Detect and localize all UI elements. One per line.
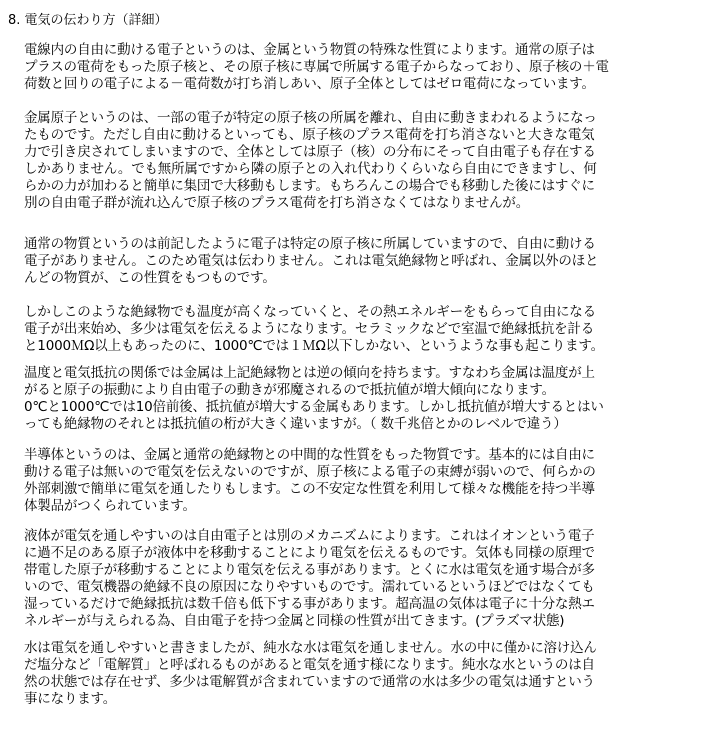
paragraph-temperature-resistance	[24, 365, 702, 433]
text-line: プラスの電荷をもった原子核と、その原子核に専属で所属する電子からなっており、原子核の＋電	[24, 59, 609, 75]
text-line: 然の状態では存在せず、多少は電解質が含まれていますので通常の水は多少の電気は通すという	[24, 674, 595, 690]
text-line: っても絶縁物のそれとは抵抗値の桁が大きく違いますが。（ 数千兆倍とかのレベルで違う）	[24, 416, 567, 432]
text-line: 0℃と1000℃では10倍前後、抵抗値が増大する金属もあります。しかし抵抗値が増大するとはい	[24, 399, 604, 415]
text-line: 水は電気を通しやすいと書きましたが、純水な水は電気を通しません。水の中に僅かに溶け込ん	[24, 640, 597, 656]
paragraph-electrons-in-wire	[24, 42, 702, 93]
text-line: 動ける電子は無いので電気を伝えないのですが、原子核による電子の束縛が弱いので、何らかの	[24, 464, 596, 480]
text-line: 電線内の自由に動ける電子というのは、金属という物質の特殊な性質によります。通常の原子は	[24, 42, 595, 58]
paragraph-semiconductors	[24, 447, 702, 515]
text-line: 力で引き戻されてしまいますので、全体としては原子（核）の分布にそって自由電子も存在する	[24, 144, 596, 160]
paragraph-metal-atoms	[24, 110, 702, 212]
text-line: 液体が電気を通しやすいのは自由電子とは別のメカニズムによります。これはイオンという電子	[24, 528, 595, 544]
text-line: 事になります。	[24, 691, 117, 707]
paragraph-heat-conduction	[24, 304, 702, 355]
text-line: だ塩分など「電解質」と呼ばれるものがあると電気を通す様になります。純水な水というのは自	[24, 657, 595, 673]
paragraph-liquids-gases	[24, 528, 702, 630]
paragraph-insulators	[24, 236, 702, 287]
text-line: 電子がありません。このため電気は伝わりません。これは電気絶縁物と呼ばれ、金属以外のほと	[24, 253, 599, 269]
text-line: 半導体というのは、金属と通常の絶縁物との中間的な性質をもった物質です。基本的には自由に	[24, 447, 595, 463]
text-line: がると原子の振動により自由電子の動きが邪魔されるので抵抗値が増大傾向になります。	[24, 382, 555, 398]
text-line: いので、電気機器の絶縁不良の原因になりやすいものです。濡れているというほどではなくても	[24, 579, 595, 595]
text-line: 別の自由電子群が流れ込んで原子核のプラス電荷を打ち消さなくてはなりませんが。	[24, 195, 529, 211]
text-line: 金属原子というのは、一部の電子が特定の原子核の所属を離れ、自由に動きまわれるようになっ	[24, 110, 597, 126]
text-line: 通常の物質というのは前記したように電子は特定の原子核に所属していますので、自由に動ける	[24, 236, 596, 252]
text-line: 帯電した原子が移動することにより電気を伝える事があります。とくに水は電気を通す場合が多	[24, 562, 595, 578]
text-line: 温度と電気抵抗の関係では金属は上記絶縁物とは逆の傾向を持ちます。すなわち金属は温度が上	[24, 365, 595, 381]
text-line: 湿っているだけで絶縁抵抗は数千倍も低下する事があります。超高温の気体は電子に十分な熱エ	[24, 596, 595, 612]
text-line: んどの物質が、この性質をもつものです。	[24, 270, 276, 286]
text-line: 電子が出来始め、多少は電気を伝えるようになります。セラミックなどで室温で絶縁抵抗を計る	[24, 321, 595, 337]
paragraph-water	[24, 640, 702, 708]
text-line: に過不足のある原子が液体中を移動することにより電気を伝えるものです。気体も同様の原理で	[24, 545, 595, 561]
text-line: 荷数と回りの電子による－電荷数が打ち消しあい、原子全体としてはゼロ電荷になっています。	[24, 76, 595, 92]
text-line: と1000ＭΩ以上もあったのに、1000℃では１ＭΩ以下しかない、というような事も起こります。	[24, 338, 604, 354]
text-line: 外部刺激で簡単に電気を通したりもします。この不安定な性質を利用して様々な機能を持つ半導	[24, 481, 595, 497]
section-heading: 8. 電気の伝わり方（詳細）	[8, 13, 168, 28]
text-line: ネルギーが与えられる為、自由電子を持つ金属と同様の性質が出てきます。(プラズマ状態)	[24, 613, 565, 629]
text-line: しかありません。でも無所属ですから隣の原子との入れ代わりくらいなら自由にできますし、何	[24, 161, 597, 177]
text-line: 体製品がつくられています。	[24, 498, 196, 514]
text-line: らかの力が加わると簡単に集団で大移動もします。もちろんこの場合でも移動した後にはすぐに	[24, 178, 595, 194]
text-line: しかしこのような絶縁物でも温度が高くなっていくと、その熱エネルギーをもらって自由になる	[24, 304, 596, 320]
text-line: たものです。ただし自由に動けるといっても、原子核のプラス電荷を打ち消さないと大きな電気	[24, 127, 595, 143]
